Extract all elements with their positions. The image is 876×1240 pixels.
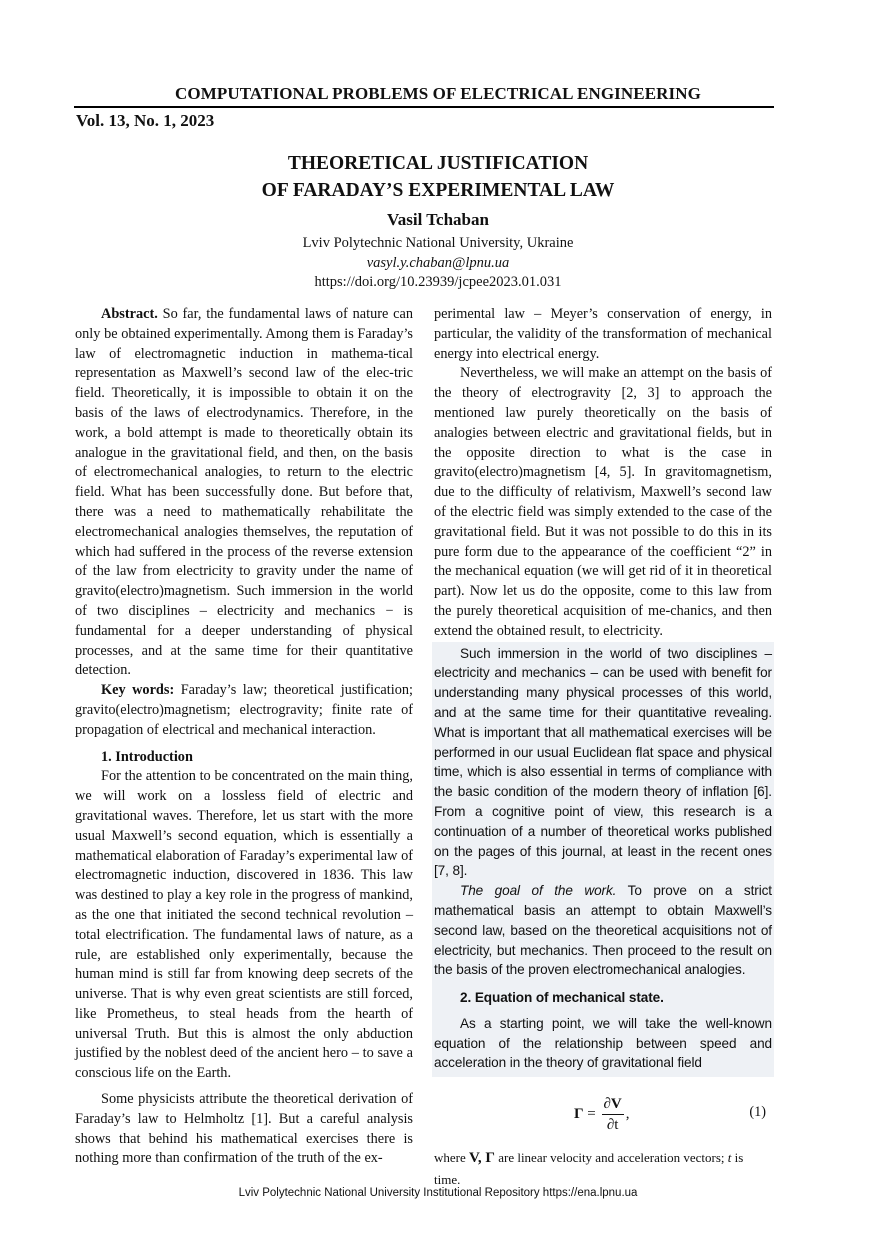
equation-expression — [574, 1095, 630, 1134]
header-rule — [74, 106, 774, 108]
repository-footer: Lviv Polytechnic National University Institutional Repository https://ena.lpnu.ua — [238, 1187, 638, 1199]
equation-comma: , — [625, 1105, 630, 1122]
starting-point-paragraph: As a starting point, we will take the well-known equation of the relationship between speed and acceleration in the theory of gravitational field — [434, 1015, 772, 1071]
section-heading-introduction: 1. Introduction — [101, 748, 193, 765]
where-middle: are linear velocity and acceleration vectors; — [494, 1150, 728, 1166]
equation-number: (1) — [749, 1104, 766, 1121]
goal-paragraph — [434, 881, 772, 980]
paper-title-line-2: OF FARADAY’S EXPERIMENTAL LAW — [261, 180, 615, 201]
continuation-paragraph: perimental law – Meyer’s conservation of energy, in particular, the validity of the transformation of mechanical energy into electrical energy. — [434, 306, 772, 362]
equation-lhs: Γ — [574, 1105, 584, 1122]
where-word: where — [434, 1150, 470, 1166]
paper-title-line-1: THEORETICAL JUSTIFICATION — [287, 153, 589, 174]
paper-title — [0, 150, 876, 204]
nevertheless-paragraph: Nevertheless, we will make an attempt on the basis of the theory of electrogravity [2, 3] to approach the mentioned law purely theoretically on the basis of analogies between electric and gravitational fields, but in the opposite direction to what is the case in gravito(electro)magnetism [4, 5]. In gravitomagnetism, due to the difficulty of relativism, Maxwell’s second law of the electric field was simply extended to the case of the gravitational field. But it was not possible to do this in its pure form due to the appearance of the coefficient “2” in the mechanical equation (we will get rid of it in theoretical part). Now let us do the opposite, come to this law from the purely theoretical acquisition of me-chanics, and then extend the obtained result, to electricity. — [434, 365, 772, 639]
volume-label: Vol. 13, No. 1, 2023 — [76, 111, 215, 130]
author-info — [0, 234, 876, 293]
highlighted-section — [432, 642, 774, 1078]
author-name: Vasil Tchaban — [387, 210, 489, 229]
equation-equals: = — [583, 1105, 600, 1122]
abstract-paragraph — [75, 305, 413, 681]
left-column — [75, 305, 413, 1169]
keywords-text: Faraday’s law; theoretical justification; gravito(electro)magnetism; electrogravity; finite rate of propagation of electrical and mechanical interaction. — [75, 682, 413, 738]
section-heading-mechanical-state: 2. Equation of mechanical state. — [460, 990, 664, 1006]
affiliation: Lviv Polytechnic National University, Ukraine — [302, 235, 574, 251]
keywords-paragraph — [75, 681, 413, 740]
immersion-paragraph: Such immersion in the world of two disciplines – electricity and mechanics – can be used with benefit for understanding many physical processes of this world, and at the same time for their quantitative revealing. What is important that all mathematical exercises will be performed in our usual Euclidean flat space and physical time, which is also essential in terms of compliance with the basic condition of the modern theory of inflation [6]. From a cognitive point of view, this research is a continuation of a number of theoretical works published on the pages of this journal, at least in the recent ones [7, 8]. — [434, 645, 772, 879]
abstract-label: Abstract. — [101, 306, 158, 322]
where-vectors: V, Γ — [469, 1150, 495, 1167]
author-email[interactable]: vasyl.y.chaban@lpnu.ua — [366, 254, 510, 271]
where-time: time. — [434, 1172, 461, 1188]
goal-label: The goal of the work. — [460, 883, 617, 899]
equation-denominator: ∂t — [606, 1117, 619, 1134]
equation-numerator: ∂V — [602, 1095, 624, 1115]
physicists-paragraph: Some physicists attribute the theoretical derivation of Faraday’s law to Helmholtz [1]. But a careful analysis shows that behind his mathematical exercises there is nothing more than confirmation of the truth of the ex- — [75, 1091, 413, 1167]
abstract-text: So far, the fundamental laws of nature can only be obtained experimentally. Among them is Faraday’s law of electromagnetic induction in mathema-tical representation as Maxwell’s second law of the elec-tric field. Theoretically, it is impossible to obtain it on the basis of the laws of electrodynamics. Therefore, in the work, a bold attempt is made to theoretically obtain its analogue in the gravitational field, and then, on the basis of electromechanical analogies, to return to the electric field. What has been successfully done. But before that, there was a need to mathematically rehabilitate the electromechanical analogies themselves, the reputation of which had suffered in the process of the reverse extension of the law from electricity to gravity under the name of gravito(electro)magnetism. Such immersion in the world of two disciplines – electricity and mechanics − is fundamental for a deeper understanding of physical processes, and at the same time for their quantitative detection. — [75, 306, 413, 679]
keywords-label: Key words: — [101, 682, 175, 699]
intro-paragraph: For the attention to be concentrated on the main thing, we will work on a lossless field of electric and gravitational waves. Therefore, let us start with the more usual Maxwell’s second equation, which is essentially a mathematical elaboration of Faraday’s experimental law of electromagnetic induction, discovered in 1836. This law was destined to play a key role in the progress of mankind, as the one that initiated the second technical revolution – total electrification. The fundamental laws of nature, as a rule, are established only experimentally, because the human mind is still far from knowing deep secrets of the universe. That is why even great scientists are still forced, like Prometheus, to steal heads from the hearth of universal Truth. But this is almost the only abduction justified by the noblest deed of the ancient hero – to save a conscious life on the Earth. — [75, 768, 413, 1082]
where-is: is — [731, 1150, 744, 1166]
goal-text: To prove on a strict mathematical basis an attempt to obtain Maxwell’s second law, based on the theoretical acquisitions not of electricity, but mechanics. Then proceed to the result on the basis of the proven electromechanical analogies. — [434, 883, 772, 978]
where-paragraph — [434, 1147, 772, 1191]
right-column — [434, 305, 772, 1191]
equation-1 — [434, 1089, 772, 1147]
doi-link[interactable]: https://doi.org/10.23939/jcpee2023.01.031 — [314, 274, 562, 290]
equation-fraction — [602, 1095, 624, 1134]
where-t-symbol: t — [727, 1150, 732, 1166]
journal-title: COMPUTATIONAL PROBLEMS OF ELECTRICAL ENGINEERING — [175, 84, 701, 103]
